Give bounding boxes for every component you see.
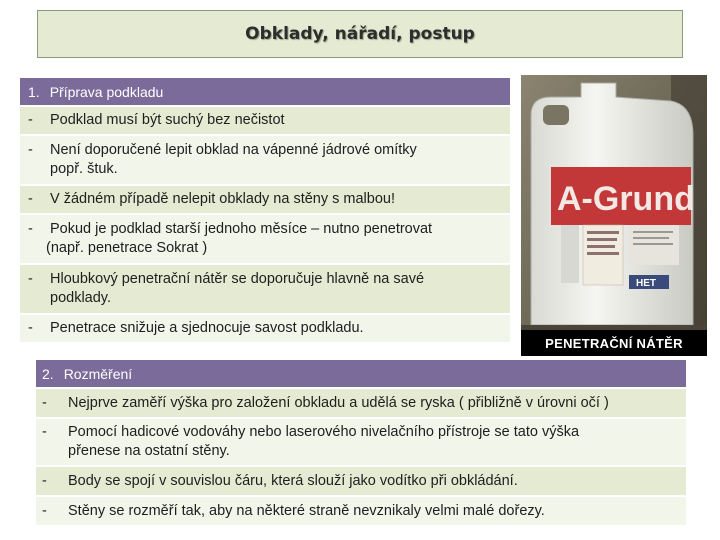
photo-caption: PENETRAČNÍ NÁTĚR: [521, 330, 707, 356]
list-item-text: Stěny se rozměří tak, aby na některé straně nevznikaly velmi malé dořezy.: [68, 503, 545, 519]
list-dash: -: [28, 191, 33, 207]
product-photo: [521, 75, 707, 356]
section1-heading: Příprava podkladu: [49, 83, 164, 100]
svg-text:HET: HET: [636, 278, 656, 289]
section1-header: [20, 78, 510, 105]
list-item: [20, 107, 510, 134]
section2-number: 2.: [42, 365, 54, 382]
list-item-text: Není doporučené lepit obklad na vápenné jádrové omítky: [50, 142, 417, 158]
list-item: [20, 215, 510, 263]
list-dash: -: [28, 221, 33, 237]
list-item-text: Pokud je podklad starší jednoho měsíce – nutno penetrovat: [50, 221, 433, 237]
list-dash: -: [42, 395, 47, 411]
section2-header: [36, 360, 686, 387]
list-item-text: Nejprve zaměří výška pro založení obkladu a udělá se ryska ( přibližně v úrovni očí ): [68, 395, 609, 411]
list-dash: -: [28, 320, 33, 336]
list-dash: -: [42, 424, 47, 440]
list-item-text: Penetrace snižuje a sjednocuje savost podkladu.: [50, 320, 364, 336]
list-dash: -: [28, 142, 33, 158]
list-item: [20, 136, 510, 184]
list-dash: -: [42, 473, 47, 489]
list-dash: -: [28, 271, 33, 287]
list-item: [36, 497, 686, 525]
canister-illustration: [521, 75, 707, 356]
list-item-text: Hloubkový penetrační nátěr se doporučuje hlavně na savé: [50, 271, 425, 287]
page-title: Obklady, nářadí, postup: [245, 24, 475, 44]
list-item: [20, 315, 510, 342]
list-item-text-cont: (např. penetrace Sokrat ): [46, 240, 208, 256]
list-item: [20, 186, 510, 213]
list-item-text: Pomocí hadicové vodováhy nebo laserového nivelačního přístroje se tato výška: [68, 424, 580, 440]
list-item: [36, 419, 686, 465]
list-item-text: Podklad musí být suchý bez nečistot: [50, 112, 285, 128]
list-item-text: V žádném případě nelepit obklady na stěny s malbou!: [50, 191, 395, 207]
list-item-text-cont: podklady.: [50, 290, 111, 306]
list-item: [20, 265, 510, 313]
list-item: [36, 389, 686, 417]
svg-text:A-Grund: A-Grund: [557, 180, 695, 218]
list-item: [36, 467, 686, 495]
list-item-text: Body se spojí v souvislou čáru, která slouží jako vodítko při obkládání.: [68, 473, 518, 489]
list-item-text-cont: přenese na ostatní stěny.: [68, 443, 230, 459]
title-banner: [37, 10, 683, 58]
section1-number: 1.: [28, 83, 40, 100]
section2-heading: Rozměření: [63, 365, 133, 382]
list-dash: -: [28, 112, 33, 128]
list-dash: -: [42, 503, 47, 519]
list-item-text-cont: popř. štuk.: [50, 161, 118, 177]
